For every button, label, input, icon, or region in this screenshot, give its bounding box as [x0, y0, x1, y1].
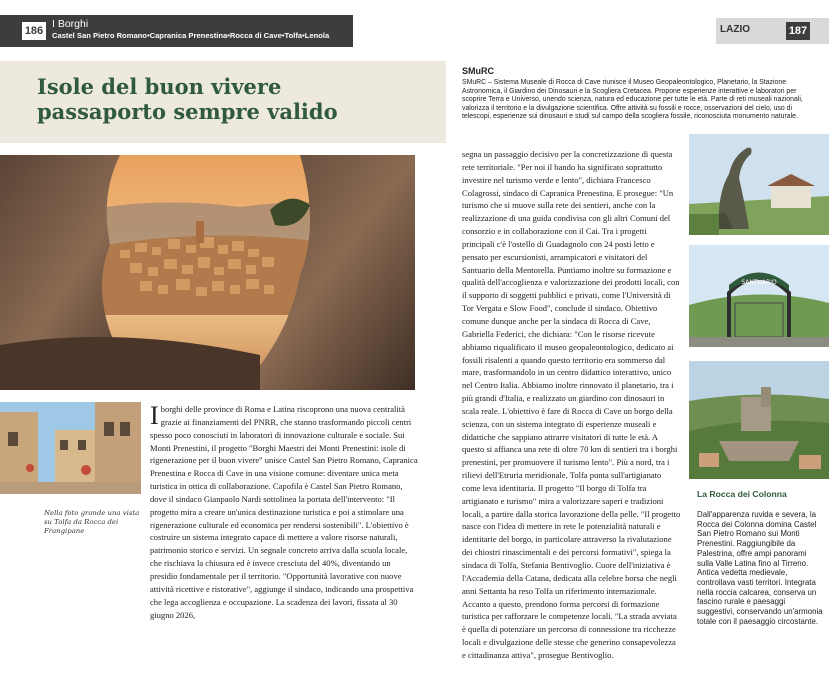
smurc-text: SMuRC – Sistema Museale di Rocca di Cave riunisce il Museo Geopaleontologico, Planetario, la Stazione Astronomica, il Giardino dei Dinosauri e la Scogliera Cretacea. Propone esperienze interattive e laboratori per scoprire Terra e Universo, unendo scienza, natura ed educazione per tutte le età. Parte di reti museali nazionali, valorizza il territorio e la divulgazione scientifica. Offre attività su fossili e rocce, osservazioni del cielo, uso di telescopi, esperienze sui dinosauri e studi sul campo della scogliera fossile, riconosciuta monumento naturale. — [462, 79, 803, 121]
santuario-gate-photo — [689, 245, 829, 347]
article-column-2: segna un passaggio decisivo per la concretizzazione di questa rete territoriale. "Per noi il bando ha significato soprattutto investire nel turismo verde e lento", dichiara Francesco Colagrossi, sindaco di Capranica Prenestina. E prosegue: "Un turismo che si muove sulla rete dei sentieri, anche con la realizzazione di una guida condivisa con gli altri Comuni del consorzio e in collaborazione con il Cai. Tra i progetti principali c'è l'ostello di Guadagnolo con 24 posti letto e pensato per escursionisti, arrampicatori e visitatori del Santuario della Mentorella. Puntiamo inoltre su formazione e qualità dell'accoglienza e valorizzazione dei prodotti locali, con il supporto di soggetti pubblici e privati, come l'Università di Tor Vergata e Slow Food", conclude il sindaco. Obiettivo comune dunque anche per la sindaca di Rocca di Cave, Gabriella Federici, che dichiara: "Con le risorse ricevute abbiamo riqualificato il museo geopaleontologico, dedicato ai fossili risalenti a quando questo territorio era sommerso dal mare, trasformandolo in un centro didattico interattivo, unico nel Centro Italia. Abbiamo inoltre rinnovato il planetario, tra i più grandi d'Italia, e realizzato un giardino con dinosauri in scala reale. L'obiettivo è fare di Rocca di Cave un borgo della scienza, con un sistema integrato di esperienze museali e didattiche che sappiano attrarre visitatori di tutte le età. A questo si affianca una rete di oltre 70 km di sentieri tra i borghi prenestini, per promuovere il turismo lento". Più a nord, tra i rilievi dell'Etruria meridionale, Tolfa punta sull'artigianato come leva identitaria. Il progetto "Il borgo di Tolfa tra artigianato e turismo" mira a valorizzare saperi e tradizioni locali, a partire dalla storica lavorazione della pelle. "Il progetto nasce con l'idea di mettere in rete le potenzialità naturali e identitarie del borgo, in particolare attraverso la rivalutazione dei chiostri rinascimentali e dei percorsi formativi", spiega la sindaca di Tolfa, Stefania Bentivoglio. Cuore dell'iniziativa è l'Accademia della Catana, dedicata alla celebre borsa che negli anni Settanta ha reso Tolfa un riferimento internazionale. Accanto a questo, prendono forma percorsi di formazione turistica per rafforzare le competenze locali. "La strada avviata è quella di potenziare un percorso di connessione tra ricchezze locali e divulgazione delle stesse che generino consapevolezza e cittadinanza attiva", prosegue Bentivoglio. — [462, 149, 681, 660]
sidebar-text: Dall'apparenza ruvida e severa, la Rocca dei Colonna domina Castel San Pietro Romano sui Monti Prenestini. Raggiungibile da Palestrina, offre ampi panorami sulla Valle Latina fino al Tirreno. Antica vedetta medievale, controllava vasti territori. Integrata nella roccia calcarea, conserva un fascino rurale e paesaggi suggestivi, conservando un'armonia totale con il paesaggio circostante. — [697, 510, 823, 626]
section-title: I Borghi — [52, 18, 89, 30]
santuario-sign-text: SANTUARIO — [741, 279, 777, 286]
rocca-colonna-photo — [689, 361, 829, 479]
dinosaur-garden-illustration — [689, 134, 829, 235]
page-number-left: 186 — [22, 22, 46, 40]
title-line-2: passaporto sempre valido — [37, 99, 338, 124]
article-text-1: borghi delle province di Roma e Latina riscoprono una nuova centralità grazie ai finanziamenti del PNRR, che stanno trasformando piccoli centri spesso poco conosciuti in laboratori di innovazione culturale e sociale. Sui Monti Prenestini, il progetto "Borghi Maestri dei Monti Prenestini: isole di rigenerazione per il buon vivere" unisce Castel San Pietro Romano, Capranica Prenestina e Rocca di Cave in una visione comune: diventare unica meta turistica in ottica di collaborazione. Capofila è Castel San Pietro Romano, dove il sindaco Gianpaolo Nardi sottolinea la portata dell'intervento: "Il progetto mira a creare un'unica destinazione turistica e poi a stimolare una rigenerazione culturale ed economica per rendersi sostenibili". L'obiettivo è costruire un sistema integrato capace di mettere a valore risorse naturali, patrimonio storico e servizi. Un segnale concreto arriva dalla scuola locale, che rischiava la chiusura ed è invece cresciuta del 40%, diventando un presidio fondamentale per il territorio. "Opportunità lavorative con nuove attività ricettive e ristorative", aggiunge il sindaco, indicando una prospettiva che lega accoglienza e occupazione. La scadenza dei lavori, fissata al 30 giugno 2026, — [150, 404, 418, 620]
street-photo-illustration — [0, 402, 141, 494]
smurc-title: SMuRC — [462, 66, 494, 76]
santuario-gate-illustration — [689, 245, 829, 347]
title-line-1: Isole del buon vivere — [37, 74, 282, 99]
photo-caption: Nella foto grande una vista su Tolfa da Rocca dei Frangipane — [44, 509, 140, 535]
region-label: LAZIO — [720, 24, 750, 35]
dinosaur-garden-photo — [689, 134, 829, 235]
drop-cap: I — [150, 401, 159, 430]
section-towns: Castel San Pietro Romano•Capranica Prenestina•Rocca di Cave•Tolfa•Lenola — [52, 31, 330, 40]
main-photo-illustration — [0, 155, 415, 390]
article-column-1 — [150, 403, 418, 621]
sidebar-title: La Rocca dei Colonna — [697, 489, 787, 499]
article-title — [37, 74, 437, 124]
page-number-right: 187 — [786, 22, 810, 40]
main-photo-tolfa-view — [0, 155, 415, 390]
rocca-colonna-illustration — [689, 361, 829, 479]
street-photo — [0, 402, 141, 494]
